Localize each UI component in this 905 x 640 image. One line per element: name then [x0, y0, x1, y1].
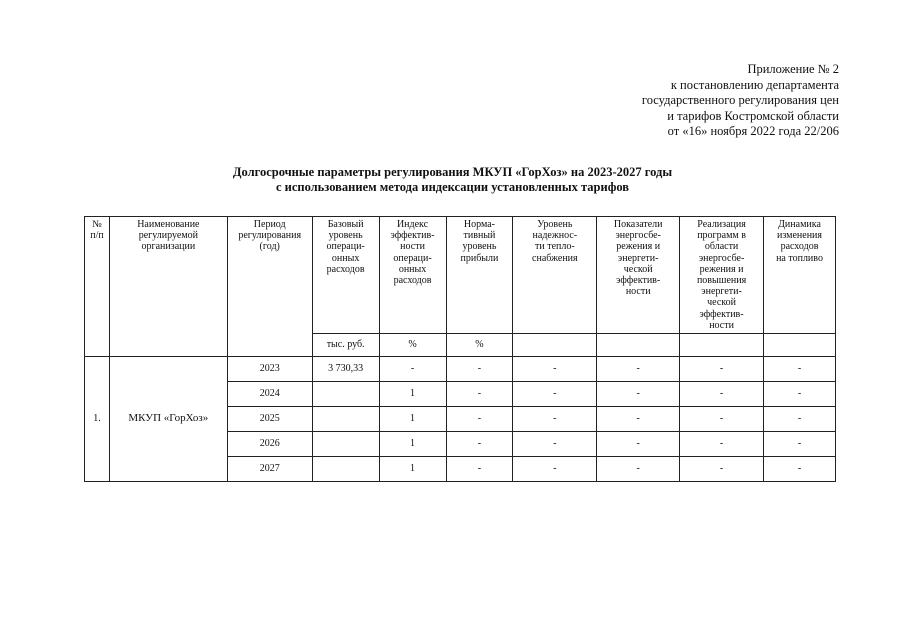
header-text-line: ности — [709, 319, 734, 331]
header-text-line: повышения — [696, 275, 747, 287]
year-cell: 2026 — [227, 432, 312, 457]
efficiency-index-cell: 1 — [379, 432, 446, 457]
annex-block — [642, 62, 839, 140]
header-text-line: энергети- — [617, 252, 659, 264]
header-organization — [109, 217, 227, 357]
header-text-line: изменения — [776, 230, 823, 242]
header-text-line: эффектив- — [390, 230, 435, 242]
reliability-cell: - — [513, 357, 597, 382]
header-text-line: онных — [331, 252, 360, 264]
energy-cell: - — [597, 382, 680, 407]
header-text-line: Период — [253, 219, 286, 230]
header-energy-indicators — [597, 217, 680, 334]
header-text-line: области — [704, 241, 739, 253]
efficiency-index-cell: 1 — [379, 382, 446, 407]
profit-cell: - — [446, 432, 513, 457]
header-text-line: тивный — [463, 230, 496, 242]
header-text-line: организации — [141, 241, 196, 253]
energy-cell: - — [597, 457, 680, 482]
base-level-cell — [312, 432, 379, 457]
header-text-line: расходов — [780, 241, 819, 253]
header-text-line: энергосбе- — [698, 252, 745, 264]
annex-line: от «16» ноября 2022 года 22/206 — [667, 124, 839, 138]
annex-line: к постановлению департамента — [670, 77, 839, 92]
year-cell: 2027 — [227, 457, 312, 482]
efficiency-index-cell: - — [379, 357, 446, 382]
header-text-line: уровень — [462, 241, 497, 253]
header-text-line: режения и — [699, 263, 744, 275]
header-text-line: прибыли — [460, 252, 499, 264]
header-fuel-dynamics — [764, 217, 836, 334]
profit-cell: - — [446, 382, 513, 407]
program-cell: - — [680, 382, 764, 407]
year-cell: 2023 — [227, 357, 312, 382]
unit-cell: тыс. руб. — [312, 334, 379, 357]
efficiency-index-cell: 1 — [379, 457, 446, 482]
header-text-line: ческой — [707, 297, 736, 309]
parameters-table — [84, 216, 836, 482]
efficiency-index-cell: 1 — [379, 407, 446, 432]
annex-line: и тарифов Костромской области — [667, 108, 839, 123]
header-text-line: ности — [625, 286, 651, 298]
header-text-line: ческой — [623, 263, 653, 275]
header-text-line: № — [92, 219, 102, 230]
fuel-cell: - — [764, 457, 836, 482]
header-text-line: Динамика — [778, 219, 821, 230]
header-text-line: эффектив- — [699, 308, 744, 320]
header-text-line: (год) — [259, 241, 280, 253]
reliability-cell: - — [513, 457, 597, 482]
header-reliability — [513, 217, 597, 334]
header-text-line: Индекс — [396, 219, 429, 230]
header-text-line: ти тепло- — [534, 241, 575, 253]
header-text-line: регулируемой — [138, 230, 198, 242]
fuel-cell: - — [764, 357, 836, 382]
header-number — [85, 217, 110, 357]
header-efficiency-index — [379, 217, 446, 334]
unit-cell — [597, 334, 680, 357]
program-cell: - — [680, 432, 764, 457]
header-text-line: Уровень — [537, 219, 573, 230]
annex-line: Приложение № 2 — [747, 62, 839, 76]
header-text-line: энергети- — [701, 286, 742, 298]
header-text-line: п/п — [90, 230, 104, 242]
energy-cell: - — [597, 407, 680, 432]
unit-cell: % — [379, 334, 446, 357]
year-cell: 2024 — [227, 382, 312, 407]
fuel-cell: - — [764, 432, 836, 457]
title-line-2: с использованием метода индексации установленных тарифов — [275, 180, 630, 194]
base-level-cell: 3 730,33 — [312, 357, 379, 382]
header-period — [227, 217, 312, 357]
header-row — [85, 217, 836, 334]
program-cell: - — [680, 457, 764, 482]
header-text-line: снабжения — [532, 252, 578, 264]
header-text-line: программ в — [697, 230, 746, 242]
year-cell: 2025 — [227, 407, 312, 432]
header-program — [680, 217, 764, 334]
table-row — [85, 357, 836, 382]
base-level-cell — [312, 407, 379, 432]
header-text-line: на топливо — [776, 252, 823, 264]
unit-cell — [680, 334, 764, 357]
header-text-line: энергосбе- — [615, 230, 661, 242]
header-text-line: Показатели — [613, 219, 663, 230]
base-level-cell — [312, 457, 379, 482]
header-text-line: режения и — [616, 241, 661, 253]
header-text-line: уровень — [328, 230, 363, 242]
fuel-cell: - — [764, 382, 836, 407]
header-text-line: операци- — [326, 241, 365, 253]
header-text-line: регулирования — [238, 230, 302, 242]
profit-cell: - — [446, 457, 513, 482]
reliability-cell: - — [513, 432, 597, 457]
header-text-line: онных — [398, 263, 427, 275]
unit-cell — [764, 334, 836, 357]
header-text-line: Реализация — [697, 219, 746, 230]
profit-cell: - — [446, 357, 513, 382]
row-number-cell: 1. — [85, 357, 110, 482]
title-line-1: Долгосрочные параметры регулирования МКУП «ГорХоз» на 2023-2027 годы — [232, 165, 673, 179]
base-level-cell — [312, 382, 379, 407]
header-text-line: ности — [400, 241, 425, 253]
header-text-line: надежнос- — [532, 230, 578, 242]
reliability-cell: - — [513, 382, 597, 407]
energy-cell: - — [597, 357, 680, 382]
reliability-cell: - — [513, 407, 597, 432]
document-title — [0, 165, 905, 195]
annex-line: государственного регулирования цен — [641, 93, 839, 107]
organization-cell: МКУП «ГорХоз» — [109, 357, 227, 482]
header-base-level — [312, 217, 379, 334]
unit-cell: % — [446, 334, 513, 357]
program-cell: - — [680, 357, 764, 382]
header-text-line: расходов — [393, 275, 432, 287]
unit-cell — [513, 334, 597, 357]
energy-cell: - — [597, 432, 680, 457]
header-text-line: операци- — [393, 252, 432, 264]
header-text-line: Норма- — [463, 219, 495, 230]
profit-cell: - — [446, 407, 513, 432]
header-text-line: Базовый — [327, 219, 364, 230]
fuel-cell: - — [764, 407, 836, 432]
header-text-line: Наименование — [137, 219, 200, 230]
header-text-line: расходов — [326, 263, 365, 275]
header-profit-level — [446, 217, 513, 334]
program-cell: - — [680, 407, 764, 432]
header-text-line: эффектив- — [616, 275, 661, 287]
